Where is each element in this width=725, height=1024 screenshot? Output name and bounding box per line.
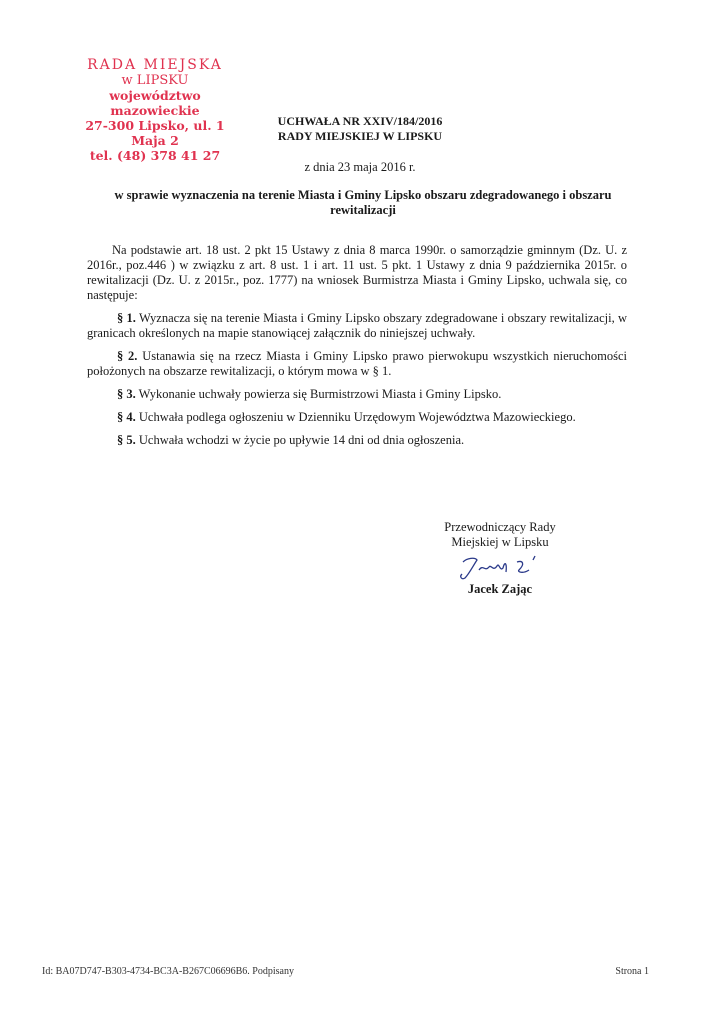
paragraph-number: § 2.: [117, 349, 138, 363]
signature-block: [420, 520, 580, 597]
paragraph-text: Ustanawia się na rzecz Miasta i Gminy Lipsko prawo pierwokupu wszystkich nieruchomości położonych na obszarze rewitalizacji, o którym mowa w § 1.: [87, 349, 627, 378]
council-name: RADY MIEJSKIEJ W LIPSKU: [277, 129, 443, 143]
stamp-line-council: RADA MIEJSKA: [87, 57, 223, 73]
council-stamp: [70, 58, 240, 163]
stamp-line-town: w LIPSKU: [121, 73, 189, 88]
signatory-name: Jacek Zając: [467, 582, 533, 596]
signatory-role-line1: Przewodniczący Rady: [444, 520, 556, 534]
resolution-subject: w sprawie wyznaczenia na terenie Miasta i Gminy Lipsko obszaru zdegradowanego i obszaru rewitalizacji: [114, 188, 612, 217]
stamp-line-address: 27-300 Lipsko, ul. 1 Maja 2: [85, 118, 225, 148]
paragraph-text: Wyznacza się na terenie Miasta i Gminy Lipsko obszary zdegradowane i obszary rewitalizacji, w granicach określonych na mapie stanowiącej załącznik do niniejszej uchwały.: [87, 311, 628, 340]
paragraph-number: § 4.: [117, 410, 136, 424]
paragraph-number: § 5.: [117, 433, 136, 447]
signatory-role-line2: Miejskiej w Lipsku: [451, 535, 549, 549]
stamp-line-phone: tel. (48) 378 41 27: [89, 148, 221, 163]
paragraph-4: [87, 410, 627, 425]
legal-basis: Na podstawie art. 18 ust. 2 pkt 15 Ustawy z dnia 8 marca 1990r. o samorządzie gminnym (Dz. U. z 2016r., poz.446 ) w związku z art. 8 ust. 1 i art. 11 ust. 5 pkt. 1 Ustawy z dnia 9 października 2015r. o rewitalizacji (Dz. U. z 2015r., poz. 1777) na wniosek Burmistrza Miasta i Gminy Lipsko, uchwala się, co następuje:: [87, 243, 627, 302]
paragraph-1: [87, 311, 627, 341]
paragraph-number: § 1.: [117, 311, 136, 325]
resolution-header: [240, 114, 480, 144]
resolution-body: [87, 243, 627, 456]
resolution-date: z dnia 23 maja 2016 r.: [304, 160, 416, 174]
paragraph-text: Wykonanie uchwały powierza się Burmistrzowi Miasta i Gminy Lipsko.: [138, 387, 502, 401]
stamp-line-voivodeship: województwo mazowieckie: [109, 88, 201, 118]
paragraph-5: [87, 433, 627, 448]
paragraph-2: [87, 349, 627, 379]
paragraph-text: Uchwała wchodzi w życie po upływie 14 dni od dnia ogłoszenia.: [138, 433, 465, 447]
paragraph-3: [87, 387, 627, 402]
paragraph-number: § 3.: [117, 387, 136, 401]
page-number: Strona 1: [615, 966, 649, 977]
resolution-number: UCHWAŁA NR XXIV/184/2016: [277, 114, 443, 128]
document-id: Id: BA07D747-B303-4734-BC3A-B267C06696B6. Podpisany: [42, 966, 294, 977]
handwritten-signature-icon: [445, 552, 555, 582]
paragraph-text: Uchwała podlega ogłoszeniu w Dzienniku Urzędowym Województwa Mazowieckiego.: [138, 410, 576, 424]
